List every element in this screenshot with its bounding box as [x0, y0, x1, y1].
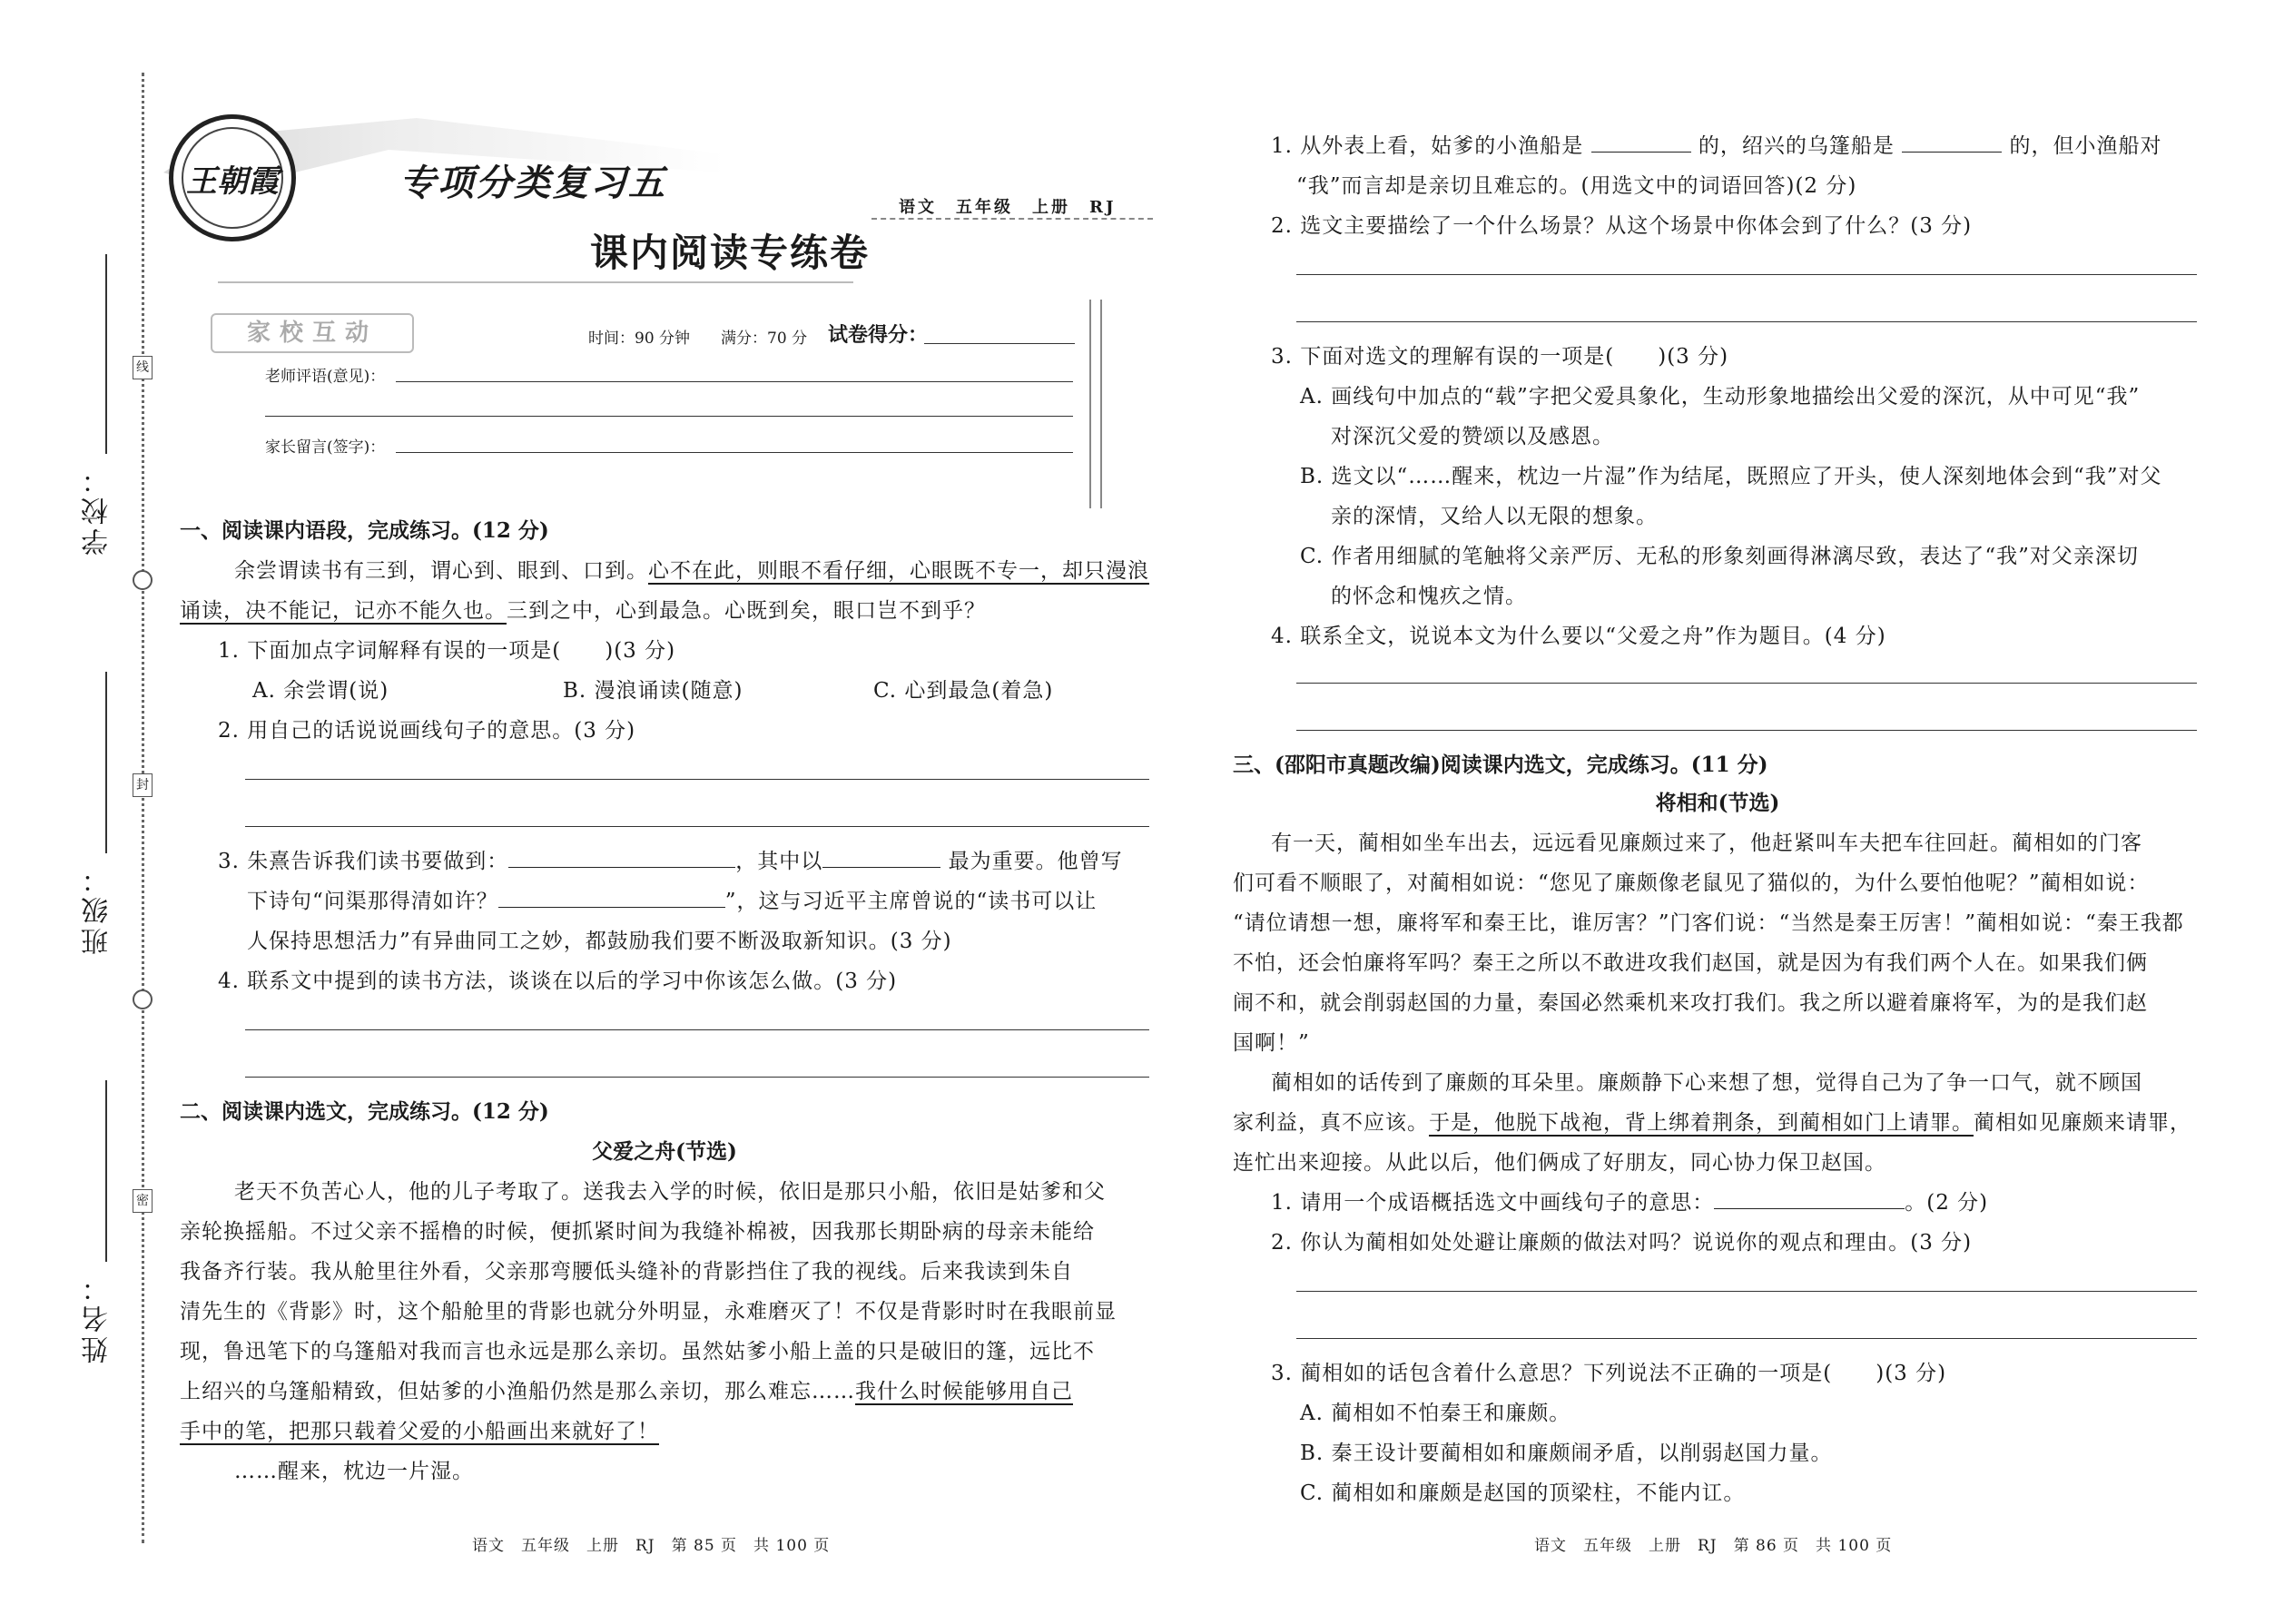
question-1-line2: “我”而言却是亲切且难忘的。(用选文中的词语回答)(2 分) [1296, 174, 1857, 198]
question-1: 1. 下面加点字词解释有误的一项是( )(3 分) [218, 639, 676, 663]
answer-line[interactable] [1296, 1291, 2197, 1292]
page-title: 课内阅读专练卷 [590, 231, 871, 275]
passage-line: 我备齐行装。我从舱里往外看，父亲那弯腰低头缝补的背影挡住了我的视线。后来我读到朱自 [180, 1260, 1073, 1284]
passage-line: 家利益，真不应该。于是，他脱下战袍，背上绑着荆条，到蔺相如门上请罪。蔺相如见廉颇来请罪， [1233, 1111, 2191, 1135]
name-field[interactable] [105, 1080, 107, 1262]
option-c-cont: 的怀念和愧疚之情。 [1331, 585, 1527, 608]
passage-line: 亲轮换摇船。不过父亲不摇橹的时候，便抓紧时间为我缝补棉被，因我那长期卧病的母亲未能给 [180, 1220, 1095, 1244]
passage-line: 有一天，蔺相如坐车出去，远远看见廉颇过来了，他赶紧叫车夫把车往回赶。蔺相如的门客 [1271, 832, 2142, 855]
question-2: 2. 你认为蔺相如处处避让廉颇的做法对吗？说说你的观点和理由。(3 分) [1271, 1231, 1973, 1255]
option-b-cont: 亲的深情，又给人以无限的想象。 [1331, 505, 1658, 528]
passage-line: 老天不负苦心人，他的儿子考取了。送我去入学的时候，依旧是那只小船，依旧是姑爹和父 [234, 1180, 1106, 1204]
passage-line: 不怕，还会怕廉将军吗？秦王之所以不敢进攻我们赵国，就是因为有我们两个人在。如果我们俩 [1233, 951, 2148, 975]
option-b: B. 漫浪诵读(随意) [563, 679, 743, 703]
passage-line: 余尝谓读书有三到，谓心到、眼到、口到。心不在此，则眼不看仔细，心眼既不专一，却只漫浪 [234, 559, 1149, 583]
parent-comment-label: 家长留言(签字)： [265, 438, 386, 457]
passage-line: ……醒来，枕边一片湿。 [234, 1460, 474, 1483]
series-title: 专项分类复习五 [399, 162, 666, 204]
subject-tag: 语文 五年级 上册 RJ [899, 198, 1117, 217]
option-a: A. 余尝谓(说) [252, 679, 389, 703]
passage-line: 们可看不顺眼了，对蔺相如说：“您见了廉颇像老鼠见了猫似的，为什么要怕他呢？”蔺相如说： [1233, 871, 2150, 895]
class-field[interactable] [105, 672, 107, 853]
seal-char-xian: 线 [133, 356, 153, 379]
answer-line[interactable] [1296, 321, 2197, 322]
school-field[interactable] [105, 254, 107, 454]
question-3: 3. 朱熹告诉我们读书要做到： ，其中以 最为重要。他曾写 [218, 850, 1123, 873]
binding-dotted-line [142, 73, 144, 1543]
passage-line: 诵读，决不能记，记亦不能久也。三到之中，心到最急。心既到矣，眼口岂不到乎？ [180, 599, 986, 623]
passage-line: “请位请想一想，廉将军和秦王比，谁厉害？”门客们说：“当然是秦王厉害！”蔺相如说：“秦王我都 [1233, 911, 2184, 935]
seal-char-mi: 密 [133, 1189, 153, 1213]
publisher-logo [169, 114, 296, 241]
answer-line[interactable] [245, 1077, 1149, 1078]
punch-hole-icon [133, 989, 153, 1009]
question-3: 3. 蔺相如的话包含着什么意思？下列说法不正确的一项是( )(3 分) [1271, 1362, 1947, 1385]
teacher-comment-label: 老师评语(意见)： [265, 368, 386, 386]
passage-line: 上绍兴的乌篷船精致，但姑爹的小渔船仍然是那么亲切，那么难忘……我什么时候能够用自己 [180, 1380, 1073, 1403]
question-1: 1. 请用一个成语概括选文中画线句子的意思： 。(2 分) [1271, 1191, 1989, 1215]
question-2: 2. 选文主要描绘了一个什么场景？从这个场景中你体会到了什么？(3 分) [1271, 214, 1973, 238]
answer-line[interactable] [1296, 730, 2197, 731]
section-1-heading: 一、阅读课内语段，完成练习。(12 分) [180, 518, 549, 543]
name-label: 姓名： [82, 1271, 113, 1363]
decor-line [1100, 300, 1102, 508]
question-4: 4. 联系全文，说说本文为什么要以“父爱之舟”作为题目。(4 分) [1271, 625, 1886, 648]
answer-line[interactable] [1296, 1338, 2197, 1339]
question-1: 1. 从外表上看，姑爹的小渔船是 的，绍兴的乌篷船是 的，但小渔船对 [1271, 134, 2162, 158]
decor-line [1089, 300, 1091, 508]
passage-line: 闹不和，就会削弱赵国的力量，秦国必然乘机来攻打我们。我之所以避着廉将军，为的是我们赵 [1233, 991, 2148, 1015]
home-school-badge: 家校互动 [211, 313, 414, 353]
answer-line[interactable] [1296, 683, 2197, 684]
header-divider [218, 281, 853, 283]
seal-char-feng: 封 [133, 773, 153, 797]
question-3-line2: 下诗句“问渠那得清如许？ ”，这与习近平主席曾说的“读书可以让 [247, 890, 1098, 913]
option-c: C. 蔺相如和廉颇是赵国的顶梁柱，不能内讧。 [1300, 1481, 1746, 1505]
passage-line: 清先生的《背影》时，这个船舱里的背影也就分外明显，永难磨灭了！不仅是背影时时在我眼前显 [180, 1300, 1117, 1324]
question-3: 3. 下面对选文的理解有误的一项是( )(3 分) [1271, 345, 1729, 369]
teacher-comment-field[interactable] [396, 381, 1073, 382]
question-3-line3: 人保持思想活力”有异曲同工之妙，都鼓励我们要不断汲取新知识。(3 分) [247, 930, 952, 953]
option-a: A. 蔺相如不怕秦王和廉颇。 [1300, 1402, 1571, 1425]
option-c: C. 作者用细腻的笔触将父亲严厉、无私的形象刻画得淋漓尽致，表达了“我”对父亲深切 [1300, 545, 2139, 568]
time-score-info: 时间：90 分钟 满分：70 分 [588, 330, 808, 348]
section-3-heading: 三、(邵阳市真题改编)阅读课内选文，完成练习。(11 分) [1233, 753, 1768, 777]
passage-line: 现，鲁迅笔下的乌篷船对我而言也永远是那么亲切。虽然姑爹小船上盖的只是破旧的篷，远比不 [180, 1340, 1095, 1363]
parent-comment-field[interactable] [396, 452, 1073, 453]
passage-line: 蔺相如的话传到了廉颇的耳朵里。廉颇静下心来想了想，觉得自己为了争一口气，就不顾国 [1271, 1071, 2142, 1095]
teacher-comment-field[interactable] [265, 416, 1073, 417]
question-4: 4. 联系文中提到的读书方法，谈谈在以后的学习中你该怎么做。(3 分) [218, 969, 898, 993]
passage-line: 国啊！” [1233, 1031, 1310, 1055]
passage-title: 将相和(节选) [1655, 791, 1780, 815]
option-a-cont: 对深沉父爱的赞颂以及感恩。 [1331, 425, 1614, 448]
score-field[interactable] [924, 343, 1075, 344]
option-b: B. 选文以“……醒来，枕边一片湿”作为结尾，既照应了开头，使人深刻地体会到“我”对父 [1300, 465, 2162, 488]
class-label: 班级： [82, 862, 113, 955]
passage-line: 手中的笔，把那只载着父爱的小船画出来就好了！ [180, 1420, 659, 1443]
page-footer: 语文 五年级 上册 RJ 第 86 页 共 100 页 [1534, 1537, 1893, 1555]
page-footer: 语文 五年级 上册 RJ 第 85 页 共 100 页 [472, 1537, 831, 1555]
punch-hole-icon [133, 570, 153, 590]
option-a: A. 画线句中加点的“载”字把父爱具象化，生动形象地描绘出父爱的深沉，从中可见“我” [1300, 385, 2141, 408]
answer-line[interactable] [245, 1029, 1149, 1030]
header-divider [871, 218, 1153, 220]
logo-text: 王朝霞 [182, 127, 283, 229]
school-label: 学校： [82, 463, 113, 556]
option-b: B. 秦王设计要蔺相如和廉颇闹矛盾，以削弱赵国力量。 [1300, 1442, 1833, 1465]
answer-line[interactable] [1296, 274, 2197, 275]
score-label: 试卷得分： [828, 323, 929, 347]
passage-line: 连忙出来迎接。从此以后，他们俩成了好朋友，同心协力保卫赵国。 [1233, 1151, 1886, 1175]
answer-line[interactable] [245, 826, 1149, 827]
option-c: C. 心到最急(着急) [873, 679, 1054, 703]
passage-title: 父爱之舟(节选) [592, 1139, 737, 1164]
answer-line[interactable] [245, 779, 1149, 780]
question-2: 2. 用自己的话说说画线句子的意思。(3 分) [218, 719, 636, 743]
section-2-heading: 二、阅读课内选文，完成练习。(12 分) [180, 1099, 549, 1124]
